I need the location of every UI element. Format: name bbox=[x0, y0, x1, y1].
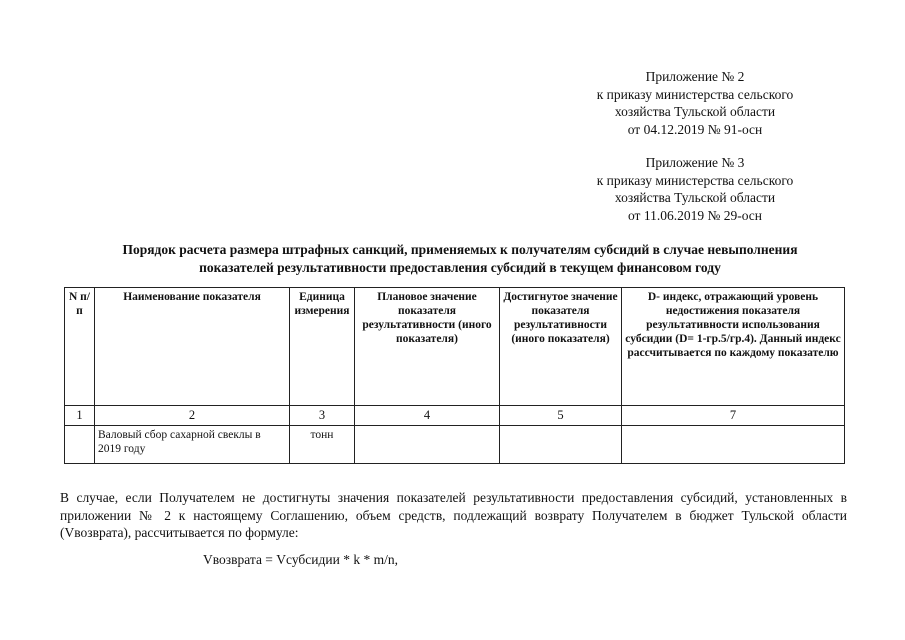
column-number-row bbox=[65, 406, 845, 426]
d-index-cell bbox=[622, 426, 845, 464]
column-number: 4 bbox=[355, 406, 500, 426]
appendix-3-line: к приказу министерства сельского bbox=[596, 172, 794, 188]
header-d-index: D- индекс, отражающий уровень недостижения показателя результативности использования субсидии (D= 1-гр.5/гр.4). Данный индекс рассчитывается по каждому показателю bbox=[622, 288, 845, 406]
column-number: 1 bbox=[65, 406, 95, 426]
appendix-2-line: Приложение № 2 bbox=[645, 69, 745, 84]
document-title-line-1: Порядок расчета размера штрафных санкций, применяемых к получателям субсидий в случае невыполнения bbox=[122, 242, 798, 257]
appendix-3-line: от 11.06.2019 № 29-осн bbox=[627, 207, 763, 223]
header-indicator-name: Наименование показателя bbox=[95, 288, 290, 406]
column-number: 5 bbox=[500, 406, 622, 426]
row-number-cell bbox=[65, 426, 95, 464]
column-number: 2 bbox=[95, 406, 290, 426]
indicator-name-cell: Валовый сбор сахарной свеклы в 2019 году bbox=[95, 426, 290, 464]
column-number: 3 bbox=[290, 406, 355, 426]
header-number: N п/п bbox=[65, 288, 95, 406]
table-row bbox=[65, 426, 845, 464]
column-number: 7 bbox=[622, 406, 845, 426]
appendix-2-line: хозяйства Тульской области bbox=[614, 104, 776, 119]
document-title bbox=[60, 241, 860, 277]
return-conditions-paragraph: В случае, если Получателем не достигнуты значения показателей результативности предоставления субсидий, установленных в приложении № 2 к настоящему Соглашению, объем средств, подлежащий возврату Получателем в бюджет Тульской области (Vвозврата), рассчитывается по формуле: bbox=[60, 490, 847, 540]
appendix-2-line: от 04.12.2019 № 91-осн bbox=[627, 121, 763, 137]
achieved-value-cell bbox=[500, 426, 622, 464]
header-achieved-value: Достигнутое значение показателя результативности (иного показателя) bbox=[500, 288, 622, 406]
appendix-2-block bbox=[560, 68, 830, 138]
header-planned-value: Плановое значение показателя результативности (иного показателя) bbox=[355, 288, 500, 406]
table-header-row bbox=[65, 288, 845, 406]
return-formula: Vвозврата = Vсубсидии * k * m/n, bbox=[203, 552, 398, 567]
appendix-3-line: Приложение № 3 bbox=[645, 155, 745, 170]
header-unit: Единица измерения bbox=[290, 288, 355, 406]
document-title-line-2: показателей результативности предоставления субсидий в текущем финансовом году bbox=[199, 260, 721, 275]
planned-value-cell bbox=[355, 426, 500, 464]
indicators-table bbox=[64, 287, 845, 464]
appendix-3-line: хозяйства Тульской области bbox=[614, 190, 776, 205]
appendix-2-line: к приказу министерства сельского bbox=[596, 86, 794, 102]
appendix-3-block bbox=[560, 154, 830, 224]
unit-cell: тонн bbox=[290, 426, 355, 464]
